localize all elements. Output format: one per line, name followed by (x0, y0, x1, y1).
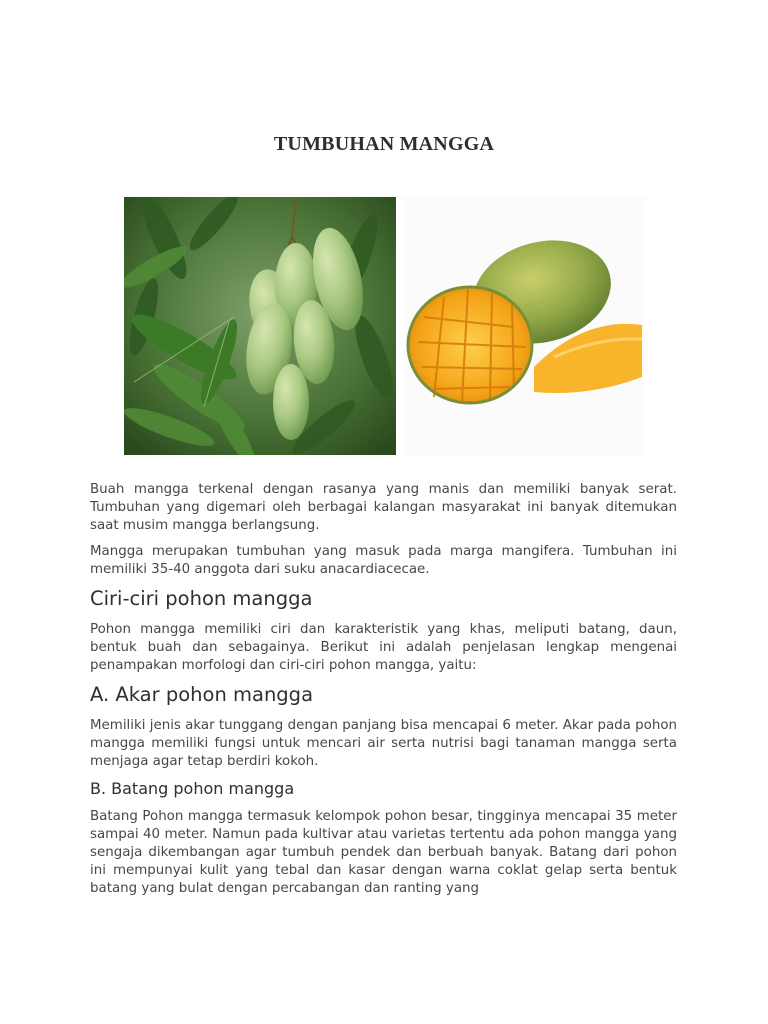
mango-tree-photo (124, 197, 396, 455)
ciri-paragraph: Pohon mangga memiliki ciri dan karakteristik yang khas, meliputi batang, daun, bentuk buah dan sebagainya. Berikut ini adalah penjelasan lengkap mengenai penampakan morfologi dan ciri-ciri pohon mangga, yaitu: (90, 622, 677, 673)
batang-paragraph: Batang Pohon mangga termasuk kelompok pohon besar, tingginya mencapai 35 meter sampai 40 meter. Namun pada kultivar atau varietas tertentu ada pohon mangga yang sengaja dikembangan agar tumbuh pendek dan berbuah banyak. Batang dari pohon ini mempunyai kulit yang tebal dan kasar dengan warna coklat gelap serta bentuk batang yang bulat dengan percabangan dan ranting yang (90, 809, 677, 896)
mango-tree-illustration (124, 197, 396, 455)
akar-paragraph: Memiliki jenis akar tunggang dengan panjang bisa mencapai 6 meter. Akar pada pohon mangga memiliki fungsi untuk mencari air serta nutrisi bagi tanaman mangga serta menjaga agar tetap berdiri kokoh. (90, 718, 677, 769)
cut-mango-photo (404, 197, 644, 455)
intro-paragraph-2: Mangga merupakan tumbuhan yang masuk pada marga mangifera. Tumbuhan ini memiliki 35-40 anggota dari suku anacardiacecae. (90, 544, 677, 577)
heading-akar: A. Akar pohon mangga (90, 683, 314, 706)
document-body (90, 481, 677, 906)
intro-paragraph-1: Buah mangga terkenal dengan rasanya yang manis dan memiliki banyak serat. Tumbuhan yang digemari oleh berbagai kalangan masyarakat ini banyak ditemukan saat musim mangga berlangsung. (90, 482, 677, 533)
heading-batang: B. Batang pohon mangga (90, 779, 295, 798)
heading-ciri-ciri: Ciri-ciri pohon mangga (90, 587, 313, 610)
cut-mango-illustration (404, 197, 644, 455)
document-title: TUMBUHAN MANGGA (273, 133, 495, 155)
